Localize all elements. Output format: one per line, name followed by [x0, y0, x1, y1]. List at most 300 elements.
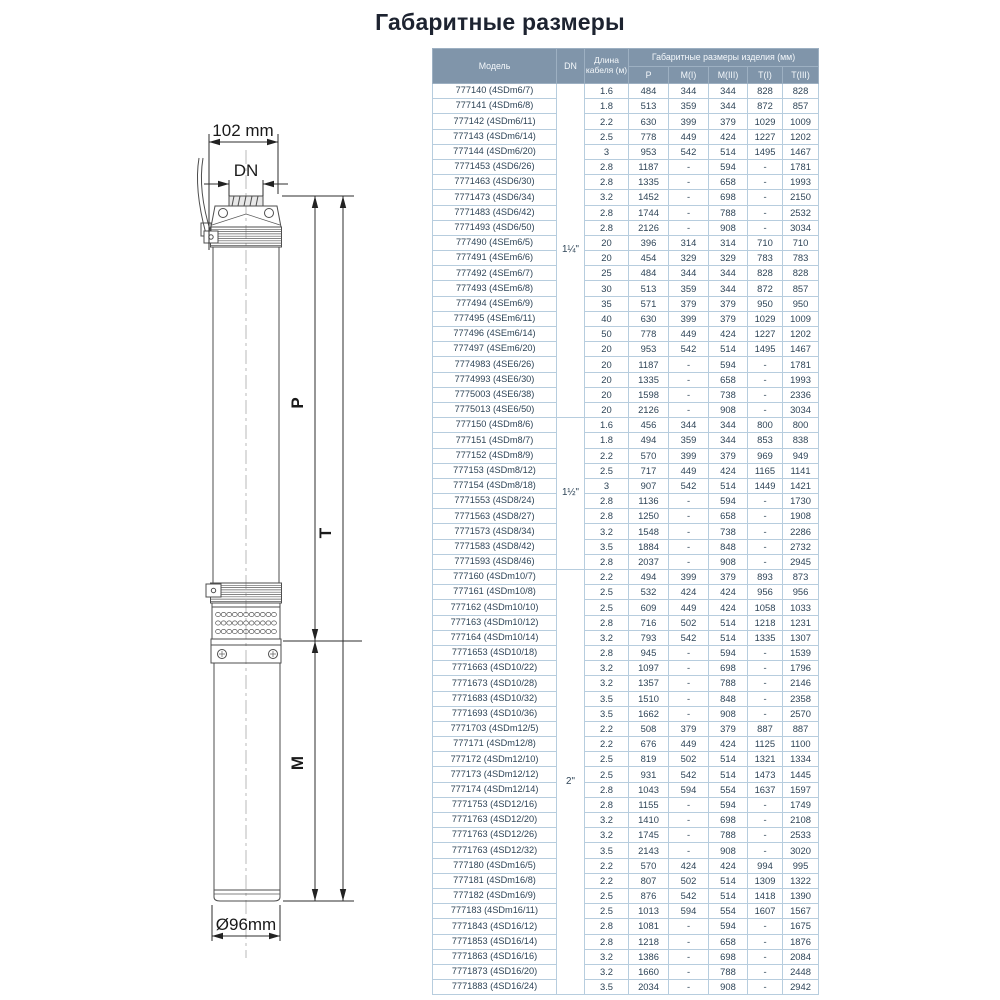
table-row [433, 494, 819, 509]
p-cell: 819 [629, 752, 669, 767]
col-header-dims-group: Габаритные размеры изделия (мм) [629, 49, 819, 67]
dim-t [316, 196, 346, 901]
cable-length-cell: 2.5 [585, 767, 629, 782]
m1-cell: 542 [669, 144, 709, 159]
table-row [433, 752, 819, 767]
model-cell: 777490 (4SEm6/5) [433, 235, 557, 250]
model-cell: 777150 (4SDm8/6) [433, 418, 557, 433]
table-row [433, 372, 819, 387]
col-header-dn: DN [557, 49, 585, 84]
t1-cell: 800 [748, 418, 783, 433]
m3-cell: 908 [709, 220, 748, 235]
t3-cell: 887 [783, 721, 819, 736]
t3-cell: 873 [783, 570, 819, 585]
table-row [433, 949, 819, 964]
cable-length-cell: 2.2 [585, 858, 629, 873]
m3-cell: 658 [709, 175, 748, 190]
p-cell: 1744 [629, 205, 669, 220]
t3-cell: 2150 [783, 190, 819, 205]
cable-length-cell: 2.8 [585, 919, 629, 934]
lower-rib-band [206, 583, 282, 607]
cable-length-cell: 3.2 [585, 964, 629, 979]
cable-length-cell: 2.8 [585, 782, 629, 797]
cable-length-cell: 1.8 [585, 433, 629, 448]
model-cell: 7771843 (4SD16/12) [433, 919, 557, 934]
p-cell: 1548 [629, 524, 669, 539]
cable-length-cell: 3 [585, 478, 629, 493]
table-row [433, 448, 819, 463]
m3-cell: 379 [709, 296, 748, 311]
model-cell: 777496 (4SEm6/14) [433, 327, 557, 342]
m3-cell: 658 [709, 934, 748, 949]
t1-cell: 828 [748, 266, 783, 281]
dim-p [288, 196, 318, 641]
table-row [433, 691, 819, 706]
t3-cell: 2945 [783, 554, 819, 569]
p-cell: 2126 [629, 220, 669, 235]
col-header-t1: T(I) [748, 67, 783, 84]
t3-cell: 828 [783, 84, 819, 99]
t1-cell: 1227 [748, 327, 783, 342]
table-row [433, 797, 819, 812]
t1-cell: 872 [748, 99, 783, 114]
dimensions-table-grid [432, 48, 819, 995]
t3-cell: 950 [783, 296, 819, 311]
m1-cell: 359 [669, 99, 709, 114]
cable-length-cell: 3.2 [585, 813, 629, 828]
model-cell: 7774983 (4SE6/26) [433, 357, 557, 372]
p-cell: 1386 [629, 949, 669, 964]
t3-cell: 2358 [783, 691, 819, 706]
model-cell: 777174 (4SDm12/14) [433, 782, 557, 797]
table-row [433, 509, 819, 524]
p-cell: 1357 [629, 676, 669, 691]
p-cell: 630 [629, 311, 669, 326]
m1-cell: 449 [669, 737, 709, 752]
m3-cell: 379 [709, 721, 748, 736]
model-cell: 777495 (4SEm6/11) [433, 311, 557, 326]
t3-cell: 1009 [783, 311, 819, 326]
col-header-m1: M(I) [669, 67, 709, 84]
table-row [433, 934, 819, 949]
t1-cell: - [748, 387, 783, 402]
m1-cell: - [669, 964, 709, 979]
m1-cell: 379 [669, 296, 709, 311]
p-cell: 1452 [629, 190, 669, 205]
t3-cell: 857 [783, 281, 819, 296]
m1-cell: 379 [669, 721, 709, 736]
model-cell: 7771763 (4SD12/32) [433, 843, 557, 858]
model-cell: 7771693 (4SD10/36) [433, 706, 557, 721]
m3-cell: 594 [709, 494, 748, 509]
table-row [433, 767, 819, 782]
p-cell: 1660 [629, 964, 669, 979]
model-cell: 7771763 (4SD12/20) [433, 813, 557, 828]
p-cell: 1335 [629, 372, 669, 387]
p-cell: 1250 [629, 509, 669, 524]
t1-cell: 710 [748, 235, 783, 250]
table-row [433, 706, 819, 721]
table-row [433, 175, 819, 190]
m3-cell: 344 [709, 99, 748, 114]
model-cell: 7771653 (4SD10/18) [433, 645, 557, 660]
model-cell: 777172 (4SDm12/10) [433, 752, 557, 767]
cable-length-cell: 2.2 [585, 873, 629, 888]
model-cell: 7771473 (4SD6/34) [433, 190, 557, 205]
cable-length-cell: 2.8 [585, 205, 629, 220]
t1-cell: 1637 [748, 782, 783, 797]
table-row [433, 190, 819, 205]
model-cell: 777163 (4SDm10/12) [433, 615, 557, 630]
cable-length-cell: 20 [585, 402, 629, 417]
p-cell: 953 [629, 342, 669, 357]
m1-cell: 594 [669, 904, 709, 919]
table-row [433, 630, 819, 645]
t3-cell: 1445 [783, 767, 819, 782]
m3-cell: 514 [709, 752, 748, 767]
cable-length-cell: 2.2 [585, 721, 629, 736]
table-row [433, 539, 819, 554]
m3-cell: 424 [709, 327, 748, 342]
m1-cell: 449 [669, 327, 709, 342]
table-row [433, 676, 819, 691]
m3-cell: 698 [709, 661, 748, 676]
m1-cell: 449 [669, 463, 709, 478]
p-cell: 609 [629, 600, 669, 615]
m3-cell: 344 [709, 281, 748, 296]
t3-cell: 2336 [783, 387, 819, 402]
p-cell: 1187 [629, 159, 669, 174]
t1-cell: - [748, 159, 783, 174]
m1-cell: 542 [669, 478, 709, 493]
model-cell: 777153 (4SDm8/12) [433, 463, 557, 478]
table-row [433, 980, 819, 995]
table-row [433, 327, 819, 342]
p-cell: 2126 [629, 402, 669, 417]
t3-cell: 800 [783, 418, 819, 433]
t1-cell: 1495 [748, 144, 783, 159]
p-cell: 532 [629, 585, 669, 600]
p-cell: 1410 [629, 813, 669, 828]
model-cell: 777181 (4SDm16/8) [433, 873, 557, 888]
dim-dn [204, 161, 288, 196]
table-row [433, 159, 819, 174]
t3-cell: 2732 [783, 539, 819, 554]
table-row [433, 828, 819, 843]
m3-cell: 514 [709, 873, 748, 888]
m3-cell: 379 [709, 114, 748, 129]
p-cell: 716 [629, 615, 669, 630]
cable-length-cell: 2.5 [585, 888, 629, 903]
cable-length-cell: 3.2 [585, 828, 629, 843]
dn-group-cell: 1½" [557, 418, 585, 570]
cable-length-cell: 2.8 [585, 159, 629, 174]
p-cell: 396 [629, 235, 669, 250]
cable-length-cell: 3.2 [585, 190, 629, 205]
m1-cell: 542 [669, 342, 709, 357]
model-cell: 777183 (4SDm16/11) [433, 904, 557, 919]
m3-cell: 329 [709, 251, 748, 266]
t3-cell: 1202 [783, 129, 819, 144]
t1-cell: 1309 [748, 873, 783, 888]
cable-length-cell: 2.5 [585, 585, 629, 600]
p-cell: 907 [629, 478, 669, 493]
model-cell: 777171 (4SDm12/8) [433, 737, 557, 752]
m1-cell: - [669, 828, 709, 843]
model-cell: 777162 (4SDm10/10) [433, 600, 557, 615]
cable-length-cell: 2.5 [585, 752, 629, 767]
table-row [433, 782, 819, 797]
table-row [433, 478, 819, 493]
t3-cell: 1307 [783, 630, 819, 645]
cable-length-cell: 1.8 [585, 99, 629, 114]
m3-cell: 379 [709, 570, 748, 585]
t1-cell: 956 [748, 585, 783, 600]
model-cell: 777140 (4SDm6/7) [433, 84, 557, 99]
model-cell: 777151 (4SDm8/7) [433, 433, 557, 448]
t1-cell: - [748, 524, 783, 539]
t3-cell: 1781 [783, 159, 819, 174]
m3-cell: 514 [709, 888, 748, 903]
p-cell: 508 [629, 721, 669, 736]
m1-cell: - [669, 402, 709, 417]
motor-section [214, 663, 280, 901]
dim-diameter-label: Ø96mm [215, 915, 277, 934]
t1-cell: - [748, 190, 783, 205]
cable-length-cell: 20 [585, 342, 629, 357]
m3-cell: 908 [709, 402, 748, 417]
dim-p-label: P [288, 397, 307, 409]
t3-cell: 857 [783, 99, 819, 114]
m1-cell: - [669, 919, 709, 934]
table-row [433, 311, 819, 326]
m1-cell: 314 [669, 235, 709, 250]
table-row [433, 205, 819, 220]
dim-dn-label: DN [233, 161, 259, 180]
p-cell: 1218 [629, 934, 669, 949]
model-cell: 777164 (4SDm10/14) [433, 630, 557, 645]
table-row [433, 570, 819, 585]
t1-cell: - [748, 706, 783, 721]
m1-cell: - [669, 220, 709, 235]
model-cell: 777182 (4SDm16/9) [433, 888, 557, 903]
m1-cell: 399 [669, 114, 709, 129]
m1-cell: - [669, 357, 709, 372]
t1-cell: 1335 [748, 630, 783, 645]
col-header-m3: M(III) [709, 67, 748, 84]
t3-cell: 956 [783, 585, 819, 600]
table-row [433, 737, 819, 752]
cable-length-cell: 2.2 [585, 448, 629, 463]
model-cell: 777492 (4SEm6/7) [433, 266, 557, 281]
model-cell: 777160 (4SDm10/7) [433, 570, 557, 585]
m1-cell: - [669, 813, 709, 828]
m1-cell: 449 [669, 129, 709, 144]
table-row [433, 251, 819, 266]
t3-cell: 2532 [783, 205, 819, 220]
col-header-cable: Длина кабеля (м) [585, 49, 629, 84]
table-row [433, 402, 819, 417]
table-row [433, 721, 819, 736]
m1-cell: 399 [669, 570, 709, 585]
table-row [433, 904, 819, 919]
cable-length-cell: 1.6 [585, 418, 629, 433]
model-cell: 7771573 (4SD8/34) [433, 524, 557, 539]
p-cell: 494 [629, 433, 669, 448]
t1-cell: 887 [748, 721, 783, 736]
table-row [433, 266, 819, 281]
m3-cell: 788 [709, 828, 748, 843]
p-cell: 570 [629, 448, 669, 463]
dn-group-cell: 2" [557, 570, 585, 995]
cable-length-cell: 50 [585, 327, 629, 342]
t1-cell: 994 [748, 858, 783, 873]
m3-cell: 738 [709, 524, 748, 539]
table-row [433, 645, 819, 660]
t1-cell: 1607 [748, 904, 783, 919]
t1-cell: 1125 [748, 737, 783, 752]
t3-cell: 1231 [783, 615, 819, 630]
m1-cell: 399 [669, 311, 709, 326]
m1-cell: - [669, 159, 709, 174]
t1-cell: - [748, 813, 783, 828]
p-cell: 1884 [629, 539, 669, 554]
p-cell: 807 [629, 873, 669, 888]
t3-cell: 3034 [783, 402, 819, 417]
table-row [433, 843, 819, 858]
cable-length-cell: 3.2 [585, 676, 629, 691]
t1-cell: 1321 [748, 752, 783, 767]
t1-cell: - [748, 205, 783, 220]
pump-drawing [0, 0, 420, 1000]
m3-cell: 908 [709, 706, 748, 721]
m1-cell: - [669, 372, 709, 387]
cable-length-cell: 2.8 [585, 934, 629, 949]
m3-cell: 848 [709, 691, 748, 706]
t3-cell: 2942 [783, 980, 819, 995]
m3-cell: 594 [709, 357, 748, 372]
table-row [433, 114, 819, 129]
table-row [433, 220, 819, 235]
model-cell: 777161 (4SDm10/8) [433, 585, 557, 600]
t3-cell: 1675 [783, 919, 819, 934]
cable-length-cell: 3.5 [585, 691, 629, 706]
m1-cell: 344 [669, 84, 709, 99]
t3-cell: 2084 [783, 949, 819, 964]
t1-cell: - [748, 691, 783, 706]
cable-length-cell: 3.5 [585, 980, 629, 995]
m1-cell: 359 [669, 281, 709, 296]
model-cell: 7771563 (4SD8/27) [433, 509, 557, 524]
p-cell: 1598 [629, 387, 669, 402]
p-cell: 454 [629, 251, 669, 266]
p-cell: 1013 [629, 904, 669, 919]
table-row [433, 919, 819, 934]
p-cell: 513 [629, 281, 669, 296]
dimensions-table [432, 48, 818, 995]
p-cell: 494 [629, 570, 669, 585]
m1-cell: - [669, 691, 709, 706]
m1-cell: 424 [669, 585, 709, 600]
t1-cell: - [748, 934, 783, 949]
t1-cell: 1449 [748, 478, 783, 493]
model-cell: 777180 (4SDm16/5) [433, 858, 557, 873]
p-cell: 931 [629, 767, 669, 782]
cable-length-cell: 3.2 [585, 661, 629, 676]
table-row [433, 84, 819, 99]
m1-cell: 542 [669, 767, 709, 782]
m3-cell: 424 [709, 129, 748, 144]
table-row [433, 858, 819, 873]
t3-cell: 710 [783, 235, 819, 250]
p-cell: 1662 [629, 706, 669, 721]
m1-cell: - [669, 175, 709, 190]
t3-cell: 2448 [783, 964, 819, 979]
model-cell: 777152 (4SDm8/9) [433, 448, 557, 463]
t3-cell: 838 [783, 433, 819, 448]
t3-cell: 1539 [783, 645, 819, 660]
t3-cell: 1876 [783, 934, 819, 949]
p-cell: 513 [629, 99, 669, 114]
t1-cell: - [748, 661, 783, 676]
p-cell: 945 [629, 645, 669, 660]
m3-cell: 514 [709, 342, 748, 357]
p-cell: 793 [629, 630, 669, 645]
m1-cell: - [669, 645, 709, 660]
cable-length-cell: 2.8 [585, 494, 629, 509]
m3-cell: 344 [709, 84, 748, 99]
table-row [433, 888, 819, 903]
model-cell: 7771883 (4SD16/24) [433, 980, 557, 995]
cable-length-cell: 2.8 [585, 220, 629, 235]
t3-cell: 995 [783, 858, 819, 873]
table-row [433, 615, 819, 630]
model-cell: 7771853 (4SD16/14) [433, 934, 557, 949]
m3-cell: 738 [709, 387, 748, 402]
t3-cell: 1908 [783, 509, 819, 524]
cable-length-cell: 20 [585, 372, 629, 387]
cable-length-cell: 2.8 [585, 175, 629, 190]
t1-cell: - [748, 509, 783, 524]
m3-cell: 424 [709, 737, 748, 752]
model-cell: 7771863 (4SD16/16) [433, 949, 557, 964]
t3-cell: 1202 [783, 327, 819, 342]
t1-cell: - [748, 797, 783, 812]
t1-cell: - [748, 494, 783, 509]
t1-cell: 893 [748, 570, 783, 585]
t3-cell: 1993 [783, 175, 819, 190]
cable-length-cell: 2.8 [585, 509, 629, 524]
m3-cell: 344 [709, 433, 748, 448]
t1-cell: - [748, 372, 783, 387]
table-row [433, 342, 819, 357]
table-row [433, 144, 819, 159]
t1-cell: - [748, 828, 783, 843]
m1-cell: - [669, 509, 709, 524]
table-row [433, 433, 819, 448]
model-cell: 7771703 (4SDm12/5) [433, 721, 557, 736]
t1-cell: 1473 [748, 767, 783, 782]
model-cell: 777497 (4SEm6/20) [433, 342, 557, 357]
table-row [433, 964, 819, 979]
cable-length-cell: 3.2 [585, 630, 629, 645]
model-cell: 777141 (4SDm6/8) [433, 99, 557, 114]
table-row [433, 99, 819, 114]
t3-cell: 783 [783, 251, 819, 266]
model-cell: 7775013 (4SE6/50) [433, 402, 557, 417]
m1-cell: - [669, 676, 709, 691]
t1-cell: 1058 [748, 600, 783, 615]
